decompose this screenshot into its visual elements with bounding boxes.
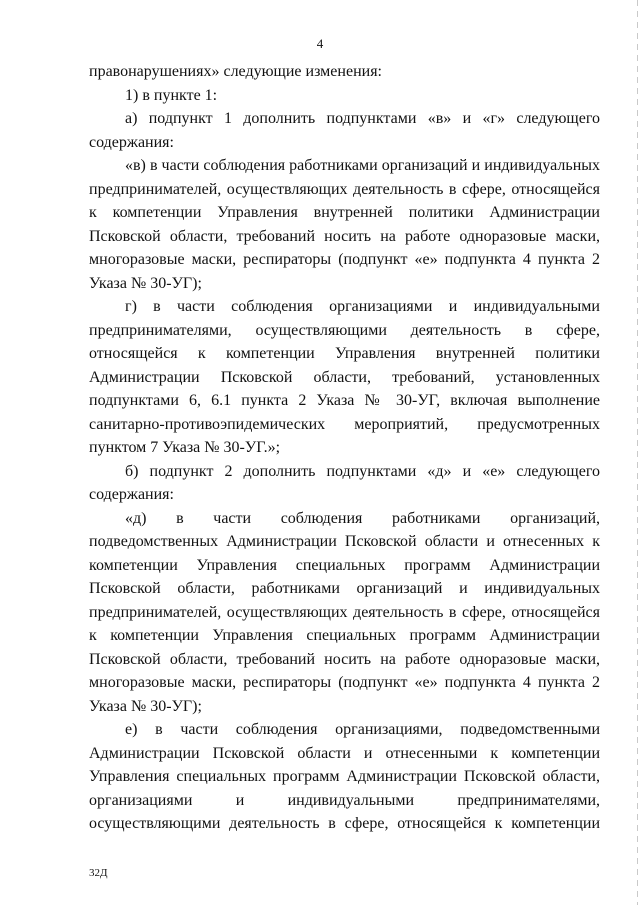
paragraph-subpoint-v: «в) в части соблюдения работниками организаций и индивидуальных предпринимателей, осуществляющих деятельность в сфере, относящейся к компетенции Управления внутренней политики Администрации Псковской области, требований носить на работе одноразовые маски, многоразовые маски, респираторы (подпункт «е» подпункта 4 пункта 2 Указа № 30-УГ); xyxy=(89,157,600,292)
paragraph-intro-continuation: правонарушениях» следующие изменения: xyxy=(89,63,382,80)
paragraph-subitem-a: а) подпункт 1 дополнить подпунктами «в» и «г» следующего содержания: xyxy=(89,110,600,151)
paragraph-subpoint-d: «д) в части соблюдения работниками организаций, подведомственных Администрации Псковской области и отнесенных к компетенции Управления специальных программ Администрации Псковской области, работниками организаций и индивидуальных предпринимателей, осуществляющих деятельность в сфере, относящейся к компетенции Управления специальных программ Администрации Псковской области, требований носить на работе одноразовые маски, многоразовые маски, респираторы (подпункт «е» подпункта 4 пункта 2 Указа № 30-УГ); xyxy=(89,509,600,715)
page-number: 4 xyxy=(316,36,324,51)
paragraph-subitem-b: б) подпункт 2 дополнить подпунктами «д» и «е» следующего содержания: xyxy=(89,462,600,503)
footer-document-code: 32Д xyxy=(89,867,108,879)
paragraph-subpoint-g: г) в части соблюдения организациями и индивидуальными предпринимателями, осуществляющими деятельность в сфере, относящейся к компетенции Управления внутренней политики Администрации Псковской области, требований, установленных подпунктами 6, 6.1 пункта 2 Указа № 30-УГ, включая выполнение санитарно-противоэпидемических мероприятий, предусмотренных пунктом 7 Указа № 30-УГ.»; xyxy=(89,298,600,456)
document-body xyxy=(89,60,600,836)
scan-edge-artifact xyxy=(637,0,638,905)
paragraph-item-1: 1) в пункте 1: xyxy=(125,86,218,104)
paragraph-subpoint-e: е) в части соблюдения организациями, подведомственными Администрации Псковской области и отнесенными к компетенции Управления специальных программ Администрации Псковской области, организациями и индивидуальными предпринимателями, осуществляющими деятельность в сфере, относящейся к компетенции xyxy=(89,721,600,832)
